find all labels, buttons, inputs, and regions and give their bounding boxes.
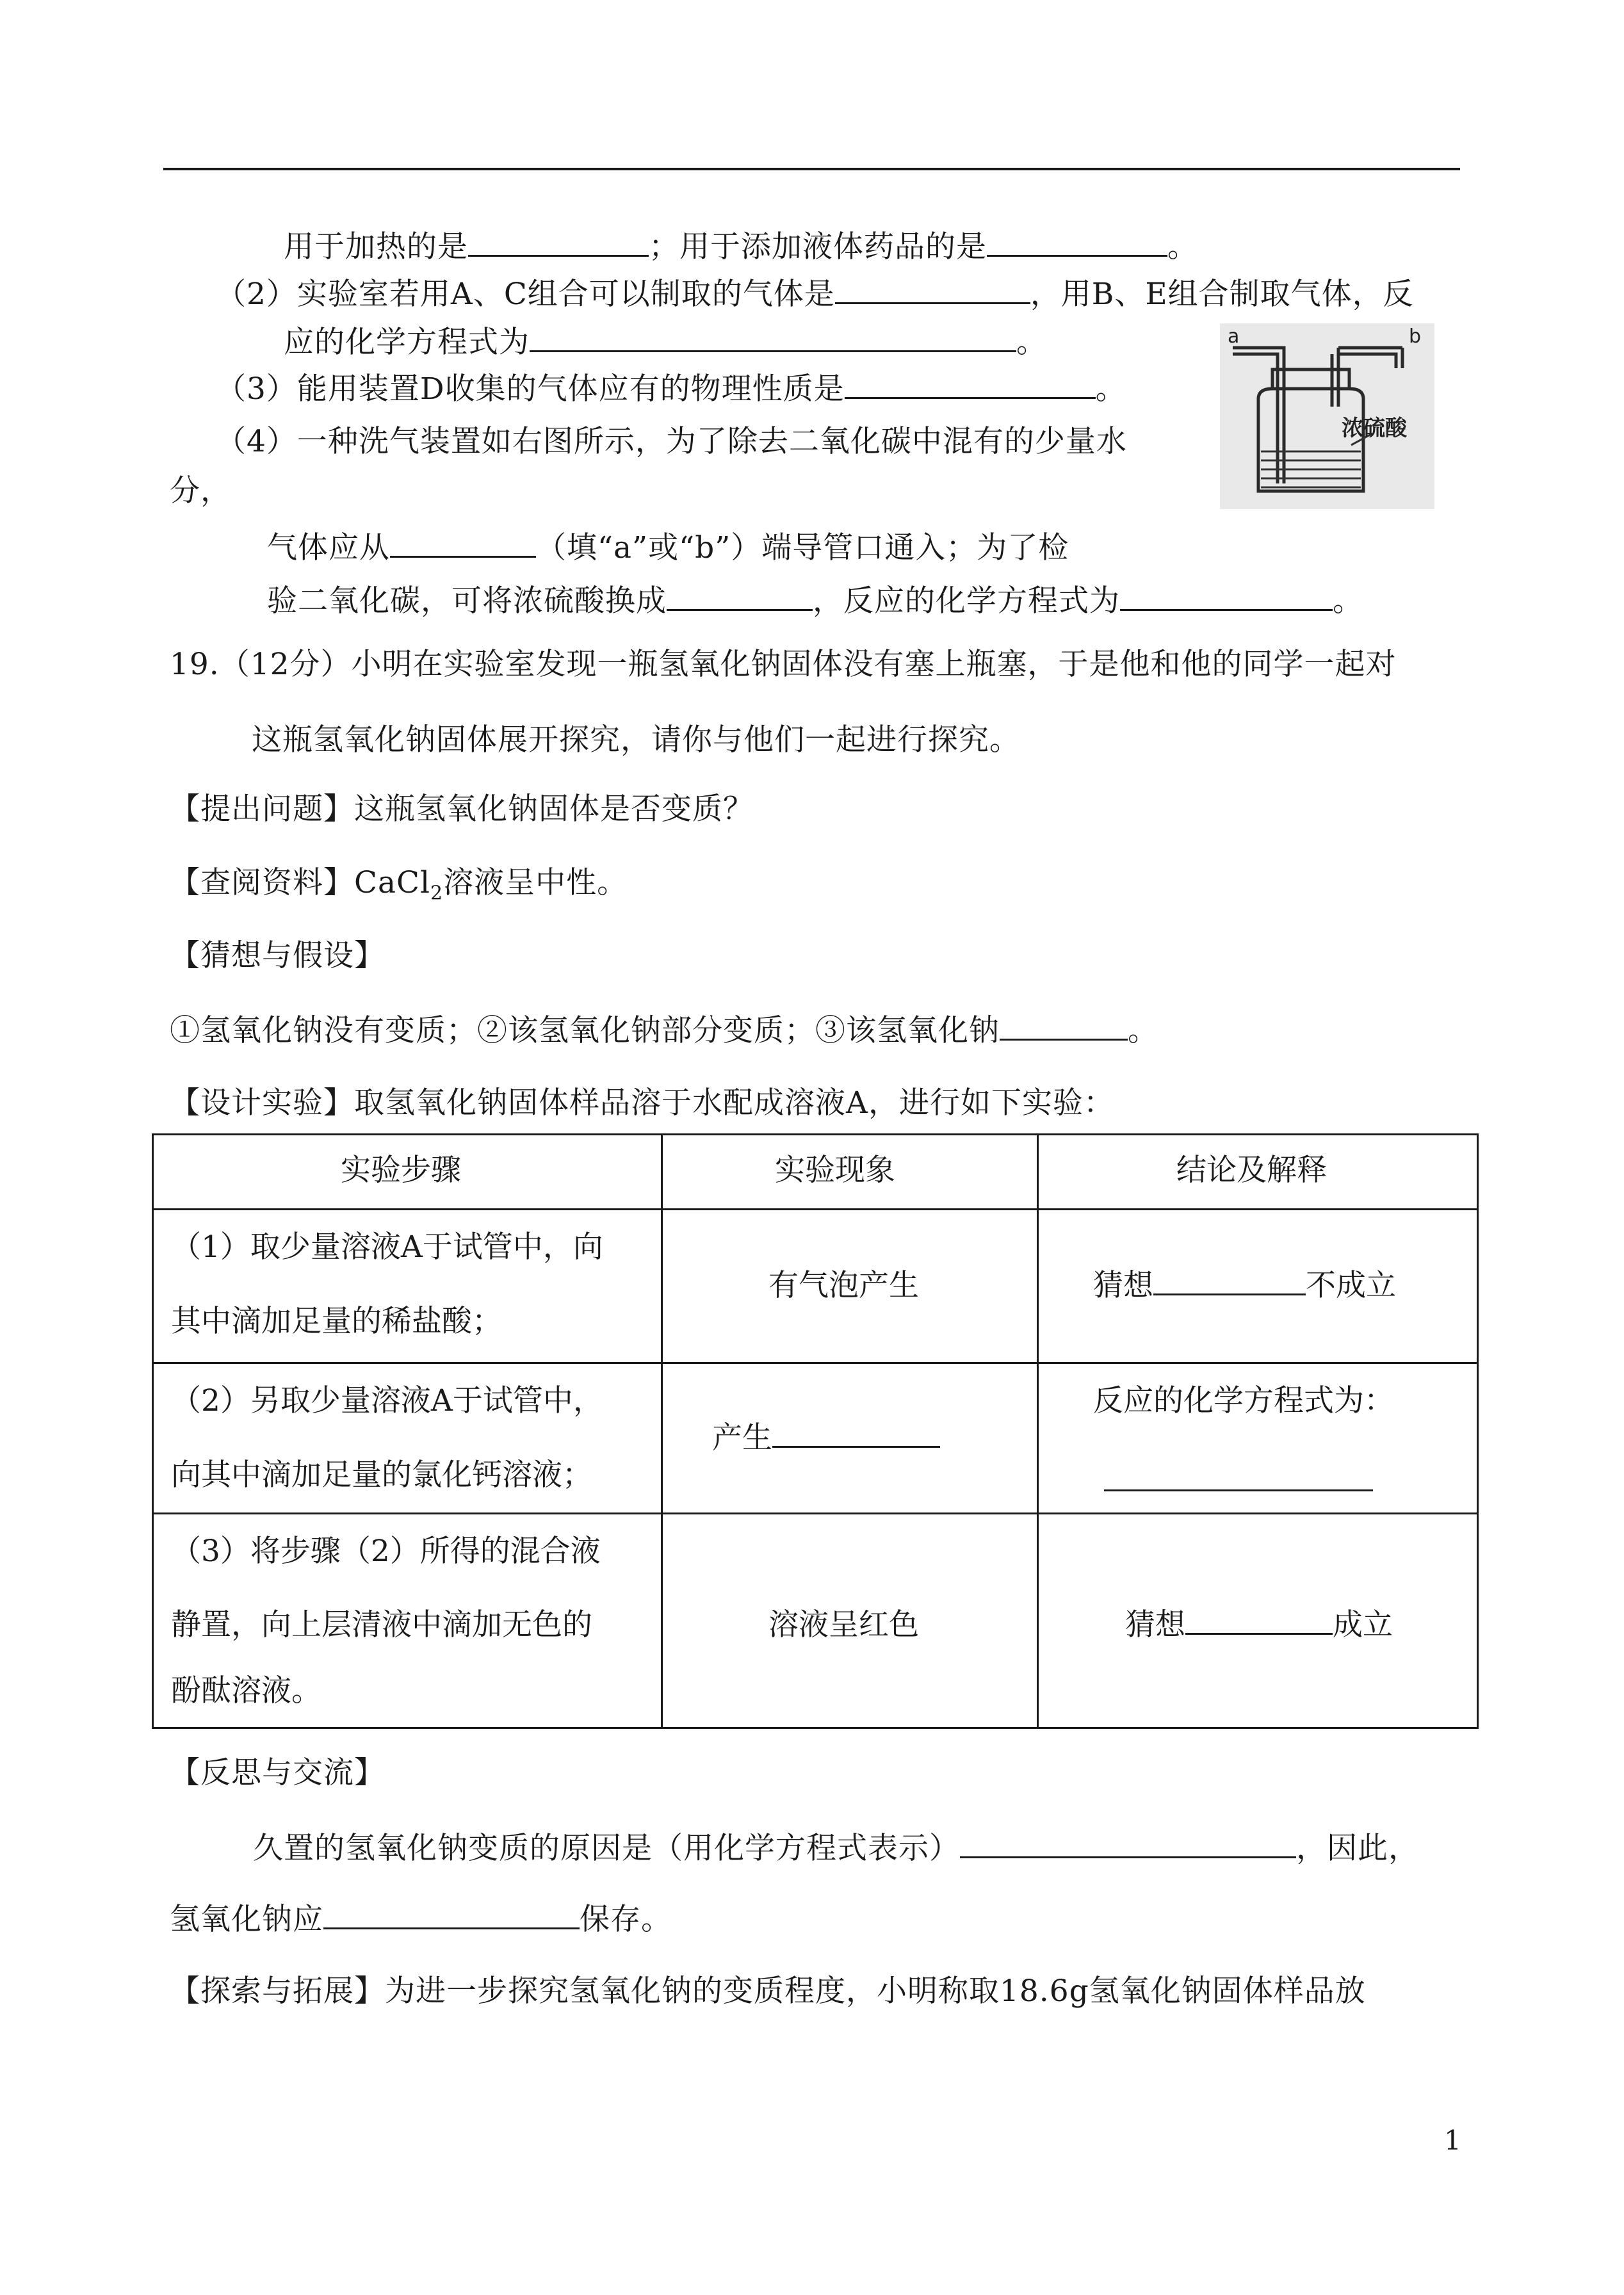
- guess-tail: 成立: [1333, 1607, 1393, 1642]
- q18-4-line-2: [170, 472, 231, 510]
- answer-blank[interactable]: [987, 227, 1167, 257]
- design-text: 【设计实验】取氢氧化钠固体样品溶于水配成溶液A，进行如下实验：: [170, 1085, 1114, 1121]
- answer-blank[interactable]: [1185, 1605, 1333, 1635]
- row2-conclusion: 反应的化学方程式为：: [1093, 1383, 1394, 1418]
- answer-blank[interactable]: [1104, 1489, 1373, 1491]
- q18-3-text: （3）能用装置D收集的气体应有的物理性质是: [216, 371, 845, 407]
- table-header-conclusion: 结论及解释: [1176, 1153, 1327, 1188]
- q18-4-text-cont: 分，: [170, 473, 231, 508]
- header-rule: [163, 168, 1460, 170]
- q18-3-line: [216, 369, 1126, 409]
- q19-question: [170, 790, 754, 829]
- q19-intro-text: 19.（12分）小明在实验室发现一瓶氢氧化钠固体没有塞上瓶塞，于是他和他的同学一起对: [170, 647, 1397, 682]
- experiment-table: [152, 1133, 1479, 1729]
- q18-4-gas-text: 气体应从: [267, 530, 390, 565]
- tube-label-a: a: [1228, 325, 1240, 348]
- q18-2-line-2: [284, 322, 1047, 362]
- answer-blank[interactable]: [960, 1828, 1296, 1858]
- reflect-heading-text: 【反思与交流】: [170, 1755, 385, 1790]
- q18-4-line-1: [216, 423, 1127, 461]
- punct: 。: [1095, 371, 1126, 407]
- q18-4-line-3: [267, 528, 1069, 567]
- reflect-text: 久置的氢氧化钠变质的原因是（用化学方程式表示）: [253, 1831, 960, 1866]
- tube-label-b: b: [1409, 325, 1422, 348]
- gas-washing-bottle-figure: [1220, 323, 1434, 509]
- q19-intro-text-2: 这瓶氢氧化钠固体展开探究，请你与他们一起进行探究。: [252, 722, 1020, 758]
- answer-blank[interactable]: [323, 1899, 580, 1929]
- reflect-line-1: [253, 1828, 1419, 1868]
- table-header-observation: 实验现象: [775, 1153, 895, 1188]
- answer-blank[interactable]: [1153, 1265, 1306, 1295]
- answer-blank[interactable]: [845, 369, 1096, 399]
- q18-4-text: （4）一种洗气装置如右图所示，为了除去二氧化碳中混有的少量水: [216, 424, 1127, 459]
- reflect-line-2: [170, 1899, 672, 1939]
- q19-question-text: 【提出问题】这瓶氢氧化钠固体是否变质？: [170, 791, 754, 827]
- answer-blank[interactable]: [1000, 1010, 1128, 1041]
- q19-hypothesis: [170, 1010, 1158, 1050]
- reflect-text-2: 氢氧化钠应: [170, 1902, 323, 1937]
- guess-label: 猜想: [1093, 1268, 1153, 1303]
- q19-design: [170, 1084, 1114, 1123]
- q18-4-line-4: [267, 581, 1363, 620]
- answer-blank[interactable]: [468, 227, 649, 257]
- material-text-tail: 溶液呈中性。: [443, 865, 628, 900]
- q18-heat-text: 用于加热的是: [284, 229, 468, 264]
- q18-2-line-1: [216, 274, 1414, 314]
- row3-conclusion: [1125, 1589, 1393, 1661]
- q18-2-equation-label: 应的化学方程式为: [284, 325, 530, 360]
- answer-blank[interactable]: [390, 528, 536, 558]
- q18-2-text: （2）实验室若用A、C组合可以制取的气体是: [216, 277, 835, 312]
- answer-blank[interactable]: [1120, 581, 1333, 611]
- hypothesis-heading: 【猜想与假设】: [170, 938, 385, 973]
- acid-label: 浓硫酸: [1342, 416, 1407, 441]
- q18-2-text-tail: ，用B、E组合制取气体，反: [1030, 277, 1414, 312]
- material-text: 【查阅资料】CaCl: [170, 865, 430, 900]
- row2-step-line2: 向其中滴加足量的氯化钙溶液；: [171, 1457, 592, 1493]
- answer-blank[interactable]: [772, 1418, 940, 1448]
- reflect-text-2-tail: 保存。: [580, 1902, 672, 1937]
- q18-4-verify-text: 验二氧化碳，可将浓硫酸换成: [267, 583, 667, 619]
- guess-label: 猜想: [1125, 1607, 1185, 1642]
- row3-step-line2: 静置，向上层清液中滴加无色的: [171, 1607, 592, 1642]
- observation-label: 产生: [712, 1420, 772, 1456]
- row1-step-line2: 其中滴加足量的稀盐酸；: [171, 1304, 502, 1339]
- row2-observation: [712, 1402, 940, 1474]
- explore-text: 【探索与拓展】为进一步探究氢氧化钠的变质程度，小明称取18.6g氢氧化钠固体样品放: [170, 1974, 1366, 2009]
- hypothesis-text: ①氢氧化钠没有变质；②该氢氧化钠部分变质；③该氢氧化钠: [170, 1013, 1000, 1048]
- row3-step-line1: （3）将步骤（2）所得的混合液: [171, 1534, 601, 1569]
- punct: 。: [1016, 325, 1047, 360]
- answer-blank[interactable]: [530, 322, 1016, 352]
- gas-washing-bottle-icon: [1220, 323, 1434, 509]
- page-number: 1: [1444, 2125, 1461, 2156]
- row3-observation: 溶液呈红色: [768, 1607, 919, 1642]
- q19-material: [170, 864, 628, 912]
- reflect-text-tail: ，因此，: [1296, 1831, 1419, 1866]
- table-header-step: 实验步骤: [341, 1153, 461, 1188]
- q19-hypothesis-head: [170, 937, 385, 975]
- row1-step-line1: （1）取少量溶液A于试管中，向: [171, 1229, 603, 1265]
- guess-tail: 不成立: [1306, 1268, 1396, 1303]
- q18-heat-line: [284, 227, 1198, 266]
- punct: 。: [1167, 229, 1198, 264]
- row3-step-line3: 酚酞溶液。: [171, 1673, 321, 1708]
- q18-4-gas-tail: （填“a”或“b”）端导管口通入；为了检: [536, 530, 1069, 565]
- q19-intro-1: [170, 645, 1397, 684]
- punct: 。: [1128, 1013, 1158, 1048]
- q18-liquid-text: ；用于添加液体药品的是: [649, 229, 987, 264]
- q19-intro-2: [252, 721, 1020, 759]
- answer-blank[interactable]: [667, 581, 813, 611]
- subscript: 2: [430, 882, 444, 905]
- row1-conclusion: [1093, 1250, 1396, 1322]
- row2-step-line1: （2）另取少量溶液A于试管中，: [171, 1383, 603, 1418]
- punct: 。: [1333, 583, 1363, 619]
- reflect-heading: [170, 1754, 385, 1792]
- answer-blank[interactable]: [835, 274, 1030, 304]
- q18-4-equation-label: ，反应的化学方程式为: [813, 583, 1120, 619]
- row1-observation: 有气泡产生: [768, 1268, 919, 1303]
- explore-line: [170, 1972, 1366, 2011]
